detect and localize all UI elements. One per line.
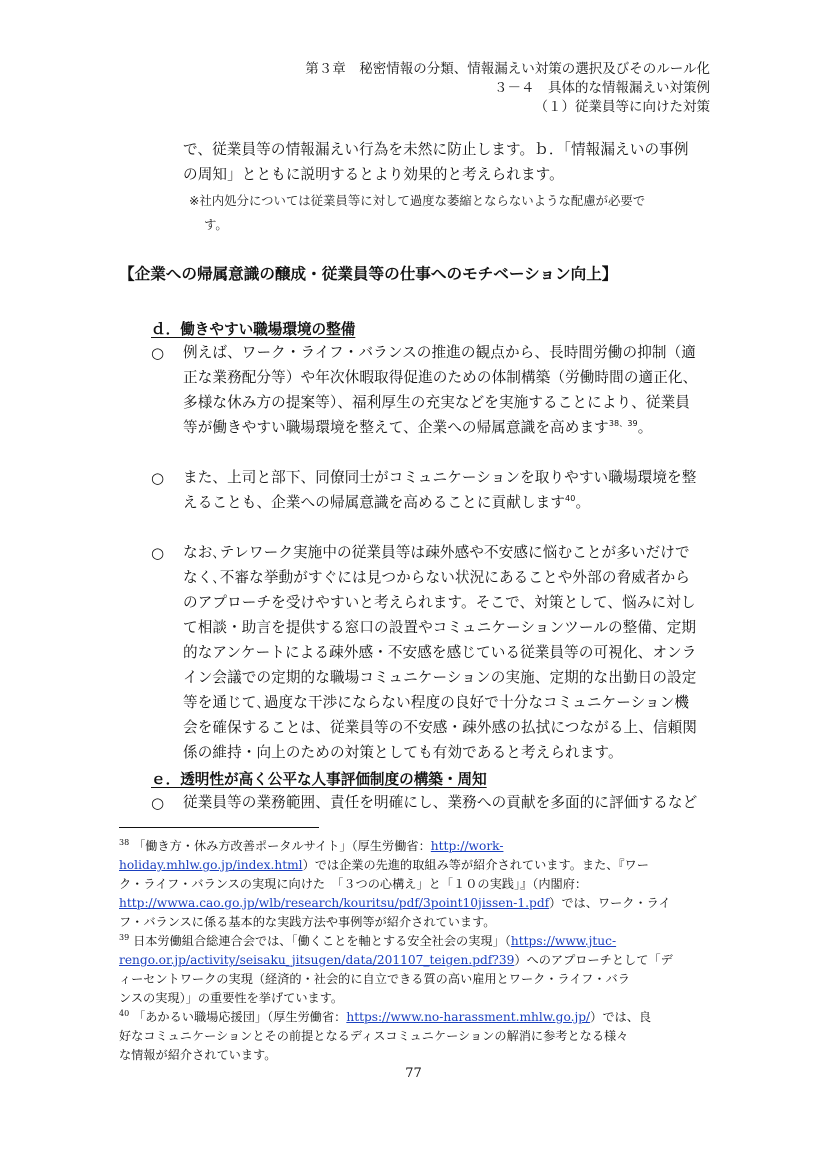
- intro-line-2: の周知」とともに説明するとより効果的と考えられます。: [183, 166, 564, 183]
- bullet-3-line-3: のアプローチを受けやすいと考えられます。そこで、対策として、悩みに対し: [183, 594, 696, 611]
- bullet-3-line-4: て相談・助言を提供する窓口の設置やコミュニケーションツールの整備、定期: [183, 619, 697, 636]
- footnote-link[interactable]: https://www.no-harassment.mhlw.go.jp/: [346, 1010, 591, 1024]
- footnote-number: 38: [119, 837, 130, 847]
- subheading-e: ｅ．透明性が高く公平な人事評価制度の構築・周知: [151, 771, 487, 788]
- page-number: 77: [405, 1066, 422, 1081]
- footnote-39-line-4: ンスの実現）」の重要性を挙げています。: [119, 991, 344, 1005]
- bullet-3-line-2: なく､不審な挙動がすぐには見つからない状況にあることや外部の脅威者から: [183, 569, 690, 586]
- bullet-e-line-1: 従業員等の業務範囲、責任を明確にし、業務への貢献を多面的に評価するなど: [183, 794, 698, 811]
- footnote-link[interactable]: http://wwwa.cao.go.jp/wlb/research/kouritsu/pdf/3point10jissen-1.pdf: [119, 896, 550, 910]
- footnote-40-line-1: $^{40}$ 「あかるい職場応援団」（厚生労働省：https://www.no-harassment.mhlw.go.jp/）では、良: [119, 1008, 652, 1024]
- footnote-40-line-2: 好なコミュニケーションとその前提となるディスコミュニケーションの解消に参考となる様々: [119, 1029, 629, 1043]
- footnote-39-line-1: $^{39}$ 日本労働組合総連合会では、「働くことを軸とする安全社会の実現」（https://www.jtuc-: [119, 932, 617, 948]
- section-title: 【企業への帰属意識の醸成・従業員等の仕事へのモチベーション向上】: [119, 265, 618, 283]
- footnote-39-line-2: rengo.or.jp/activity/seisaku_jitsugen/data/201107_teigen.pdf?39）へのアプローチとして「デ: [119, 953, 673, 967]
- subheading-d: ｄ．働きやすい職場環境の整備: [151, 321, 356, 338]
- bullet-1-line-2: 正な業務配分等）や年次休暇取得促進のための体制構築（労働時間の適正化、: [183, 369, 698, 386]
- running-header-subsection: （１）従業員等に向けた対策: [534, 99, 710, 115]
- footnote-ref-40[interactable]: 40: [565, 494, 576, 504]
- footnote-number: 39: [119, 932, 130, 942]
- footnote-38-line-2: holiday.mhlw.go.jp/index.html）では企業の先進的取組み等が紹介されています。また、『ワー: [119, 858, 649, 872]
- footnote-link[interactable]: rengo.or.jp/activity/seisaku_jitsugen/data/201107_teigen.pdf?39: [119, 953, 515, 967]
- bullet-2-line-1: また、上司と部下、同僚同士がコミュニケーションを取りやすい職場環境を整: [183, 469, 697, 486]
- footnote-38-line-4: http://wwwa.cao.go.jp/wlb/research/kouritsu/pdf/3point10jissen-1.pdf）では、ワーク・ライ: [119, 896, 671, 910]
- bullet-3-line-8: 会を確保することは、従業員等の不安感・疎外感の払拭につながる上、信頼関: [183, 719, 697, 736]
- bullet-2-line-2: えることも、企業への帰属意識を高めることに貢献します$^{40}$。: [183, 494, 591, 511]
- intro-line-1: で、従業員等の情報漏えい行為を未然に防止します。ｂ．「情報漏えいの事例: [183, 141, 689, 158]
- running-header-section: ３－４ 具体的な情報漏えい対策例: [494, 80, 710, 96]
- footnote-number: 40: [119, 1008, 130, 1018]
- bullet-mark: ○: [151, 469, 165, 487]
- bullet-3-line-9: 係の維持・向上のための対策としても有効であると考えられます。: [183, 744, 623, 761]
- bullet-1-line-1: 例えば、ワーク・ライフ・バランスの推進の観点から、長時間労働の抑制（適: [183, 344, 696, 361]
- bullet-1-line-3: 多様な休み方の提案等）、福利厚生の充実などを実施することにより、従業員: [183, 394, 690, 411]
- footnote-link[interactable]: https://www.jtuc-: [510, 934, 617, 948]
- bullet-3-line-5: 的なアンケートによる疎外感・不安感を感じている従業員等の可視化、オンラ: [183, 644, 697, 661]
- bullet-3-line-1: なお､テレワーク実施中の従業員等は疎外感や不安感に悩むことが多いだけで: [183, 544, 690, 561]
- running-header-chapter: 第３章 秘密情報の分類、情報漏えい対策の選択及びそのルール化: [305, 61, 710, 77]
- bullet-3-line-6: イン会議での定期的な職場コミュニケーションの実施、定期的な出勤日の設定: [183, 669, 697, 686]
- bullet-mark: ○: [151, 794, 165, 812]
- footnote-38-line-1: $^{38}$ 「働き方・休み方改善ポータルサイト」（厚生労働省：http://work-: [119, 837, 504, 853]
- footnote-ref-38-39[interactable]: 38、39: [608, 419, 638, 429]
- footnote-38-line-3: ク・ライフ・バランスの実現に向けた 「３つの心構え」と「１０の実践」』（内閣府：: [119, 877, 588, 891]
- footnote-39-line-3: ィーセントワークの実現（経済的・社会的に自立できる質の高い雇用とワーク・ライフ・バラ: [119, 972, 630, 986]
- bullet-mark: ○: [151, 544, 165, 562]
- bullet-mark: ○: [151, 344, 165, 362]
- footnote-40-line-3: な情報が紹介されています。: [119, 1048, 277, 1062]
- footnote-link[interactable]: http://work-: [430, 839, 504, 853]
- footnote-link[interactable]: holiday.mhlw.go.jp/index.html: [119, 858, 303, 872]
- intro-note-line-2: す。: [204, 217, 228, 232]
- footnote-divider: [119, 827, 319, 828]
- bullet-3-line-7: 等を通じて､過度な干渉にならない程度の良好で十分なコミュニケーション機: [183, 694, 690, 711]
- bullet-1-line-4: 等が働きやすい職場環境を整えて、企業への帰属意識を高めます$^{38、39}$。: [183, 419, 653, 436]
- footnote-38-line-5: フ・バランスに係る基本的な実践方法や事例等が紹介されています。: [119, 915, 496, 929]
- intro-note-line-1: ※社内処分については従業員等に対して過度な萎縮とならないような配慮が必要で: [189, 193, 646, 208]
